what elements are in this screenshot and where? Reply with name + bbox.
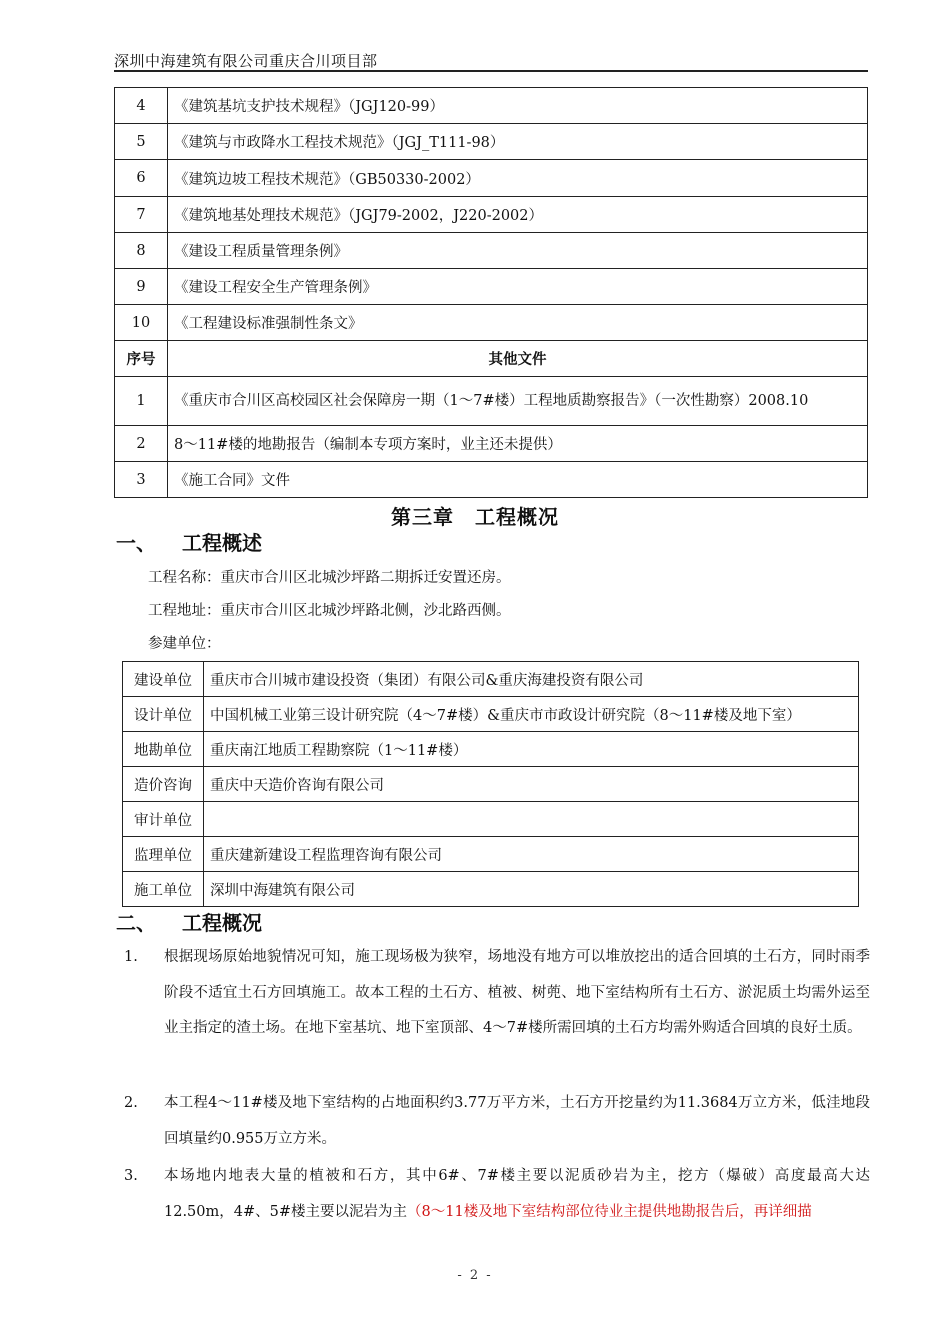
unit-value: 中国机械工业第三设计研究院（4～7#楼）&重庆市市政设计研究院（8～11#楼及地下室） <box>204 697 859 732</box>
list-item <box>124 940 870 1047</box>
table-row <box>115 462 868 498</box>
row-number: 10 <box>115 305 168 341</box>
header-company: 深圳中海建筑有限公司重庆合川项目部 <box>114 52 378 70</box>
table-row <box>123 662 859 697</box>
table-row <box>115 160 868 197</box>
item-text-container <box>164 1159 870 1230</box>
unit-label: 审计单位 <box>123 802 204 837</box>
unit-value <box>204 802 859 837</box>
unit-label: 建设单位 <box>123 662 204 697</box>
row-number: 9 <box>115 269 168 305</box>
row-text: 《施工合同》文件 <box>168 462 868 498</box>
row-number: 4 <box>115 88 168 124</box>
unit-value: 重庆市合川城市建设投资（集团）有限公司&重庆海建投资有限公司 <box>204 662 859 697</box>
row-number: 1 <box>115 377 168 426</box>
project-name: 工程名称：重庆市合川区北城沙坪路二期拆迁安置还房。 <box>148 570 511 586</box>
item-note-red: （8～11楼及地下室结构部位待业主提供地勘报告后，再详细描 <box>407 1203 812 1220</box>
row-text: 《建设工程质量管理条例》 <box>168 233 868 269</box>
table-row <box>123 767 859 802</box>
table-row <box>115 305 868 341</box>
row-number: 5 <box>115 124 168 160</box>
table-row <box>123 697 859 732</box>
table-header-row <box>115 341 868 377</box>
page-number: - 2 - <box>457 1268 493 1283</box>
row-text: 《重庆市合川区高校园区社会保障房一期（1～7#楼）工程地质勘察报告》（一次性勘察）2008.10 <box>168 377 868 426</box>
item-number: 2. <box>124 1095 138 1111</box>
row-number: 8 <box>115 233 168 269</box>
row-number: 2 <box>115 426 168 462</box>
header-number: 序号 <box>115 341 168 377</box>
table-row <box>123 802 859 837</box>
header-divider <box>114 70 868 72</box>
item-text: 根据现场原始地貌情况可知，施工现场极为狭窄，场地没有地方可以堆放挖出的适合回填的土石方，同时雨季阶段不适宜土石方回填施工。故本工程的土石方、植被、树蔸、地下室结构所有土石方、淤泥质土均需外运至业主指定的渣土场。在地下室基坑、地下室顶部、4～7#楼所需回填的土石方均需外购适合回填的良好土质。 <box>164 949 870 1036</box>
table-row <box>115 233 868 269</box>
section-heading-overview <box>116 527 262 556</box>
row-text: 《建筑地基处理技术规范》（JGJ79-2002，J220-2002） <box>168 197 868 233</box>
section-heading-situation <box>116 907 262 936</box>
table-row <box>115 377 868 426</box>
row-text: 8～11#楼的地勘报告（编制本专项方案时，业主还未提供） <box>168 426 868 462</box>
table-row <box>123 837 859 872</box>
chapter-title: 第三章 工程概况 <box>391 505 559 529</box>
row-text: 《建设工程安全生产管理条例》 <box>168 269 868 305</box>
reference-documents-table <box>114 87 868 498</box>
table-row <box>123 732 859 767</box>
unit-value: 重庆建新建设工程监理咨询有限公司 <box>204 837 859 872</box>
row-text: 《建筑与市政降水工程技术规范》（JGJ_T111-98） <box>168 124 868 160</box>
table-row <box>115 269 868 305</box>
section-title: 工程概述 <box>182 531 262 555</box>
unit-value: 深圳中海建筑有限公司 <box>204 872 859 907</box>
table-row <box>115 197 868 233</box>
list-item <box>124 1086 870 1157</box>
table-row <box>115 426 868 462</box>
item-text: 本工程4～11#楼及地下室结构的占地面积约3.77万平方米，土石方开挖量约为11.3684万立方米，低洼地段回填量约0.955万立方米。 <box>164 1095 870 1147</box>
participating-units-label: 参建单位： <box>148 636 221 652</box>
unit-label: 设计单位 <box>123 697 204 732</box>
table-row <box>123 872 859 907</box>
row-text: 《建筑边坡工程技术规范》（GB50330-2002） <box>168 160 868 197</box>
unit-value: 重庆南江地质工程勘察院（1～11#楼） <box>204 732 859 767</box>
unit-value: 重庆中天造价咨询有限公司 <box>204 767 859 802</box>
item-number: 3. <box>124 1168 138 1184</box>
row-text: 《工程建设标准强制性条文》 <box>168 305 868 341</box>
section-number: 二、 <box>116 911 156 935</box>
row-text: 《建筑基坑支护技术规程》（JGJ120-99） <box>168 88 868 124</box>
row-number: 3 <box>115 462 168 498</box>
row-number: 6 <box>115 160 168 197</box>
unit-label: 监理单位 <box>123 837 204 872</box>
unit-label: 施工单位 <box>123 872 204 907</box>
project-address: 工程地址：重庆市合川区北城沙坪路北侧，沙北路西侧。 <box>148 603 511 619</box>
section-number: 一、 <box>116 531 156 555</box>
unit-label: 地勘单位 <box>123 732 204 767</box>
table-row <box>115 88 868 124</box>
item-number: 1. <box>124 949 138 965</box>
header-other-documents: 其他文件 <box>168 341 868 377</box>
row-number: 7 <box>115 197 168 233</box>
participating-units-table <box>122 661 859 907</box>
item-text: 本场地内地表大量的植被和石方，其中6#、7#楼主要以泥质砂岩为主，挖方（爆破）高度最高大达12.50m，4#、5#楼主要以泥岩为主 <box>164 1168 870 1220</box>
list-item <box>124 1159 870 1230</box>
table-row <box>115 124 868 160</box>
section-title: 工程概况 <box>182 911 262 935</box>
unit-label: 造价咨询 <box>123 767 204 802</box>
